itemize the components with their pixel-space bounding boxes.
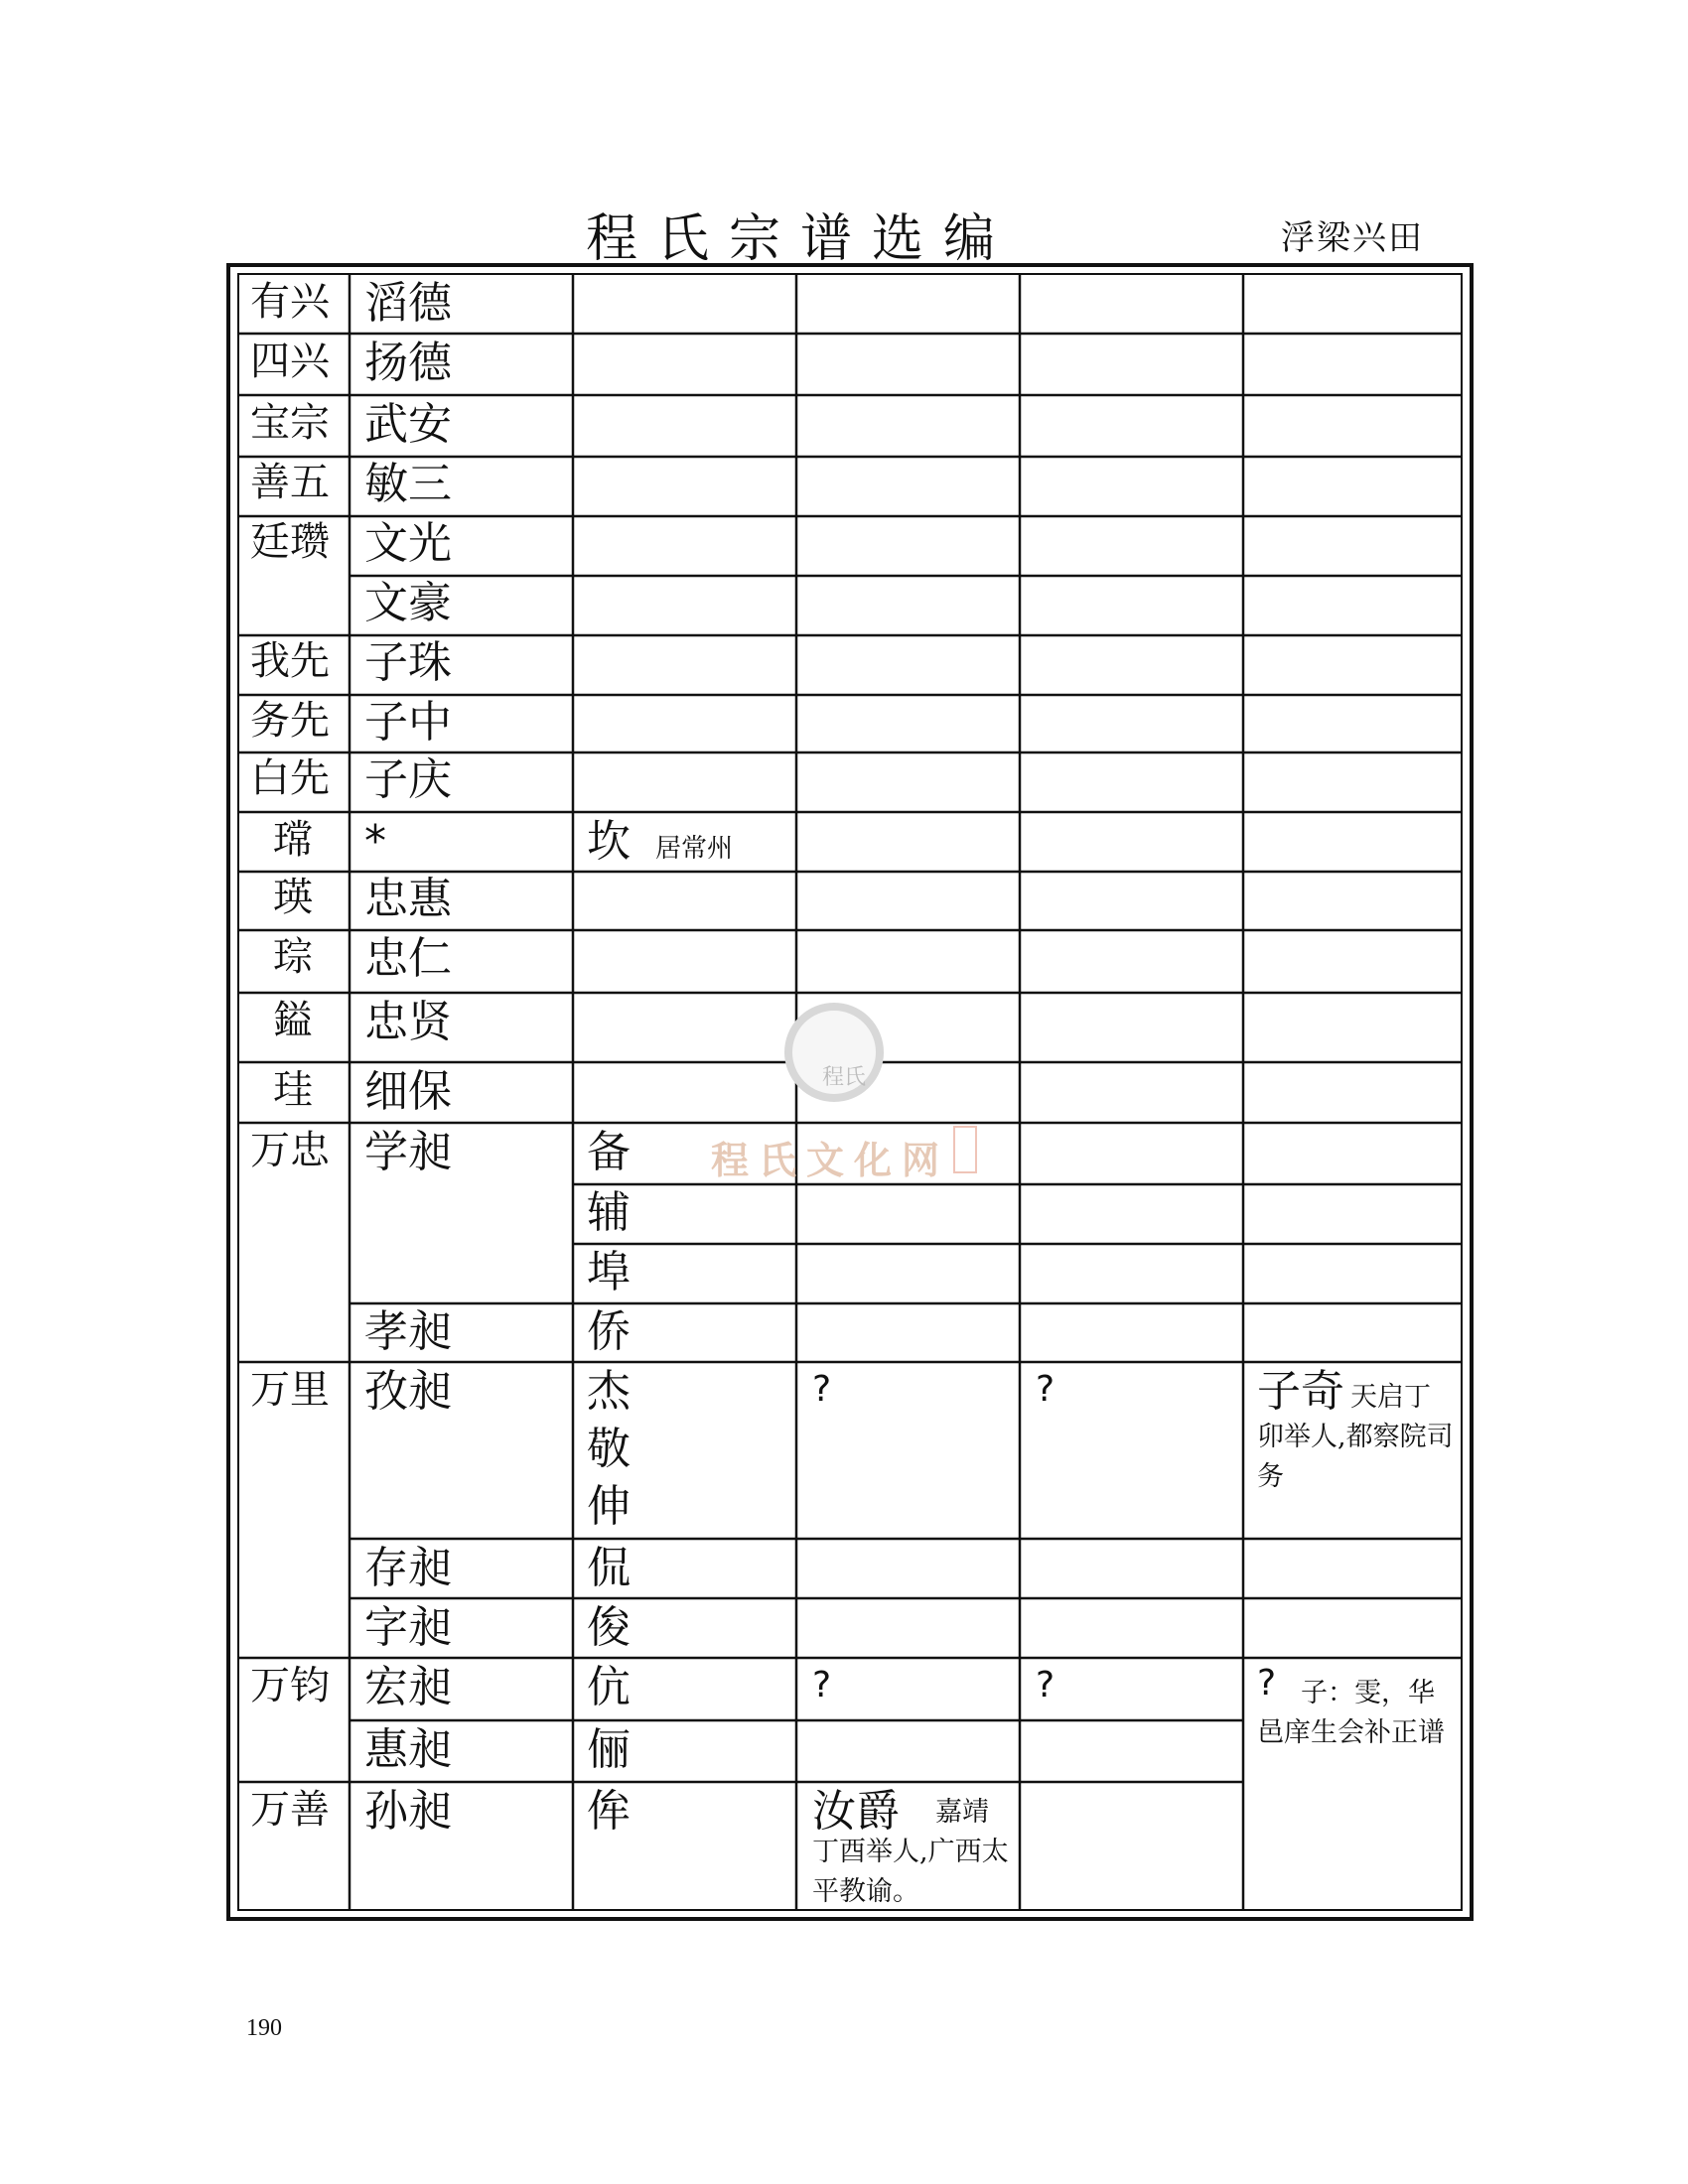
col6-note: 天启丁卯举人,都察院司务 xyxy=(1257,1382,1454,1492)
col1-cell: 有兴 xyxy=(250,279,330,325)
col3-note: 居常州 xyxy=(655,834,734,864)
col2-cell: 文光 xyxy=(364,518,452,569)
col1-cell: 琮 xyxy=(273,934,313,980)
col2-cell: 忠贤 xyxy=(364,997,452,1047)
col2-cell: 敏三 xyxy=(364,459,452,509)
page-subtitle: 浮梁兴田 xyxy=(1281,218,1424,258)
col3-cell: 侃 xyxy=(587,1543,631,1593)
col2-cell: 子中 xyxy=(364,697,452,748)
col3-cell: 辅 xyxy=(587,1187,631,1238)
page-number: 190 xyxy=(246,2015,282,2041)
col2-cell: 宏昶 xyxy=(364,1662,452,1712)
col4-cell: ? xyxy=(812,1665,832,1706)
col2-cell: * xyxy=(364,816,386,867)
col3-cell: 备 xyxy=(587,1127,631,1177)
col1-cell: 鎰 xyxy=(273,998,313,1043)
col1-cell: 廷瓒 xyxy=(250,519,330,565)
col6-cell: ? xyxy=(1257,1663,1277,1704)
col1-cell: 善五 xyxy=(250,460,330,505)
col1-cell: 万钧 xyxy=(250,1663,330,1708)
col2-cell: 子珠 xyxy=(364,637,452,688)
col2-cell: 滔德 xyxy=(364,278,452,329)
watermark-stamp xyxy=(953,1126,977,1173)
col3-cell: 侨 xyxy=(587,1306,631,1357)
col3-cell: 俊 xyxy=(587,1602,631,1653)
col2-cell: 忠惠 xyxy=(364,874,452,924)
col2-cell: 惠昶 xyxy=(364,1724,452,1775)
col6-cell: 子奇 xyxy=(1257,1366,1344,1417)
col1-cell: 白先 xyxy=(250,755,330,801)
col1-cell: 宝宗 xyxy=(250,400,330,446)
col1-cell: 万忠 xyxy=(250,1128,330,1173)
col1-cell: 万里 xyxy=(250,1367,330,1413)
col3-cell: 伸 xyxy=(587,1481,631,1532)
col2-cell: 忠仁 xyxy=(364,933,452,984)
watermark-seal xyxy=(784,1003,884,1102)
col2-cell: 字昶 xyxy=(364,1602,452,1653)
col2-cell: 文豪 xyxy=(364,578,452,628)
col6-note: 子：雯，华邑庠生会补正谱 xyxy=(1257,1678,1445,1748)
col3-cell: 坎 xyxy=(587,816,631,867)
col1-cell: 四兴 xyxy=(250,339,330,384)
col2-cell: 武安 xyxy=(364,399,452,450)
col1-cell: 我先 xyxy=(250,638,330,684)
seal-text: 程氏 xyxy=(822,1065,867,1090)
col2-cell: 子庆 xyxy=(364,754,452,805)
col3-cell: 俪 xyxy=(587,1724,631,1775)
col2-cell: 孜昶 xyxy=(364,1366,452,1417)
col2-cell: 学昶 xyxy=(364,1127,452,1177)
col2-cell: 扬德 xyxy=(364,338,452,388)
page-title: 程氏宗谱选编 xyxy=(586,209,1016,269)
col2-cell: 孙昶 xyxy=(364,1786,452,1837)
col3-cell: 侔 xyxy=(587,1786,631,1837)
col5-cell: ? xyxy=(1036,1369,1055,1410)
col1-cell: 珪 xyxy=(273,1067,313,1113)
col1-cell: 瑛 xyxy=(273,875,313,920)
col4-note: 嘉靖丁酉举人,广西太平教谕。 xyxy=(812,1797,1009,1907)
col3-cell: 埠 xyxy=(587,1247,631,1297)
col2-cell: 存昶 xyxy=(364,1543,452,1593)
col2-cell: 细保 xyxy=(364,1066,452,1117)
col2-cell: 孝昶 xyxy=(364,1306,452,1357)
col1-cell: 务先 xyxy=(250,698,330,744)
col3-cell: 伉 xyxy=(587,1662,631,1712)
col1-cell: 瑺 xyxy=(273,817,313,863)
col1-cell: 万善 xyxy=(250,1787,330,1833)
col3-cell: 杰 xyxy=(587,1366,631,1417)
col5-cell: ? xyxy=(1036,1665,1055,1706)
col3-cell: 敬 xyxy=(587,1424,631,1474)
col4-cell: ? xyxy=(812,1369,832,1410)
watermark-text: 程氏文化网 xyxy=(711,1139,950,1182)
col4-cell: 汝爵 xyxy=(812,1786,900,1837)
